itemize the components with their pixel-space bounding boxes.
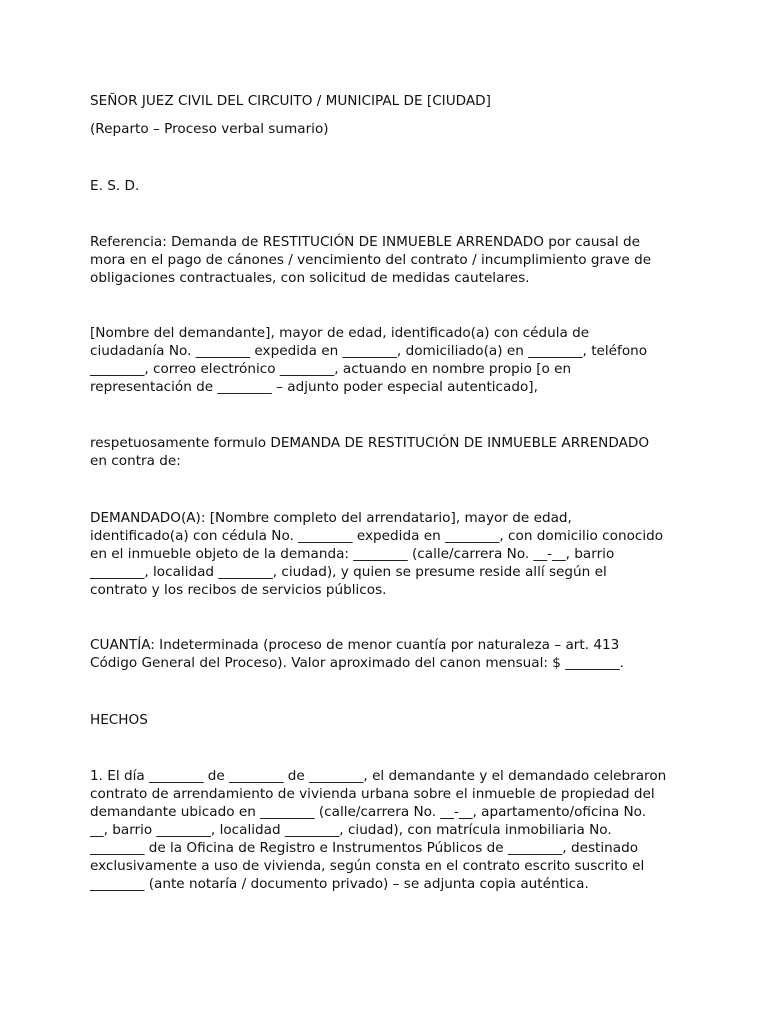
facts-heading: HECHOS — [90, 712, 148, 728]
reparto-line: (Reparto – Proceso verbal sumario) — [90, 121, 329, 137]
plaintiff-paragraph: [Nombre del demandante], mayor de edad, identificado(a) con cédula de ciudadanía No. ________ expedida en ________, domiciliado(a) en ________, teléfono ________, correo electrónico ________, actuando en nombre propio [o en representación de ________ – adjunto poder especial autenticado], — [90, 325, 648, 395]
esd-line: E. S. D. — [90, 178, 140, 194]
fact-1-paragraph: 1. El día ________ de ________ de ________, el demandante y el demandado celebraron contrato de arrendamiento de vivienda urbana sobre el inmueble de propiedad del demandante ubicado en ________ (calle/carrera No. __-__, apartamento/oficina No. __, barrio ________, localidad ________, ciudad), con matrícula inmobiliaria No. ________ de la Oficina de Registro e Instrumentos Públicos de ________, destinado exclusivamente a uso de vivienda, según consta en el contrato escrito suscrito el ________ (ante notaría / documento privado) – se adjunta copia auténtica. — [90, 768, 667, 892]
court-address: SEÑOR JUEZ CIVIL DEL CIRCUITO / MUNICIPAL DE [CIUDAD] — [90, 93, 491, 109]
amount-paragraph: CUANTÍA: Indeterminada (proceso de menor cuantía por naturaleza – art. 413 Código General del Proceso). Valor aproximado del canon mensual: $ ________. — [90, 637, 624, 671]
claim-statement: respetuosamente formulo DEMANDA DE RESTITUCIÓN DE INMUEBLE ARRENDADO en contra de: — [90, 435, 650, 469]
reference-paragraph: Referencia: Demanda de RESTITUCIÓN DE INMUEBLE ARRENDADO por causal de mora en el pago de cánones / vencimiento del contrato / incumplimiento grave de obligaciones contractuales, con solicitud de medidas cautelares. — [90, 234, 652, 286]
defendant-paragraph: DEMANDADO(A): [Nombre completo del arrendatario], mayor de edad, identificado(a) con cédula No. ________ expedida en ________, con domicilio conocido en el inmueble objeto de la demanda: ________ (calle/carrera No. __-__, barrio ________, localidad ________, ciudad), y quien se presume reside allí según el contrato y los recibos de servicios públicos. — [90, 510, 664, 598]
